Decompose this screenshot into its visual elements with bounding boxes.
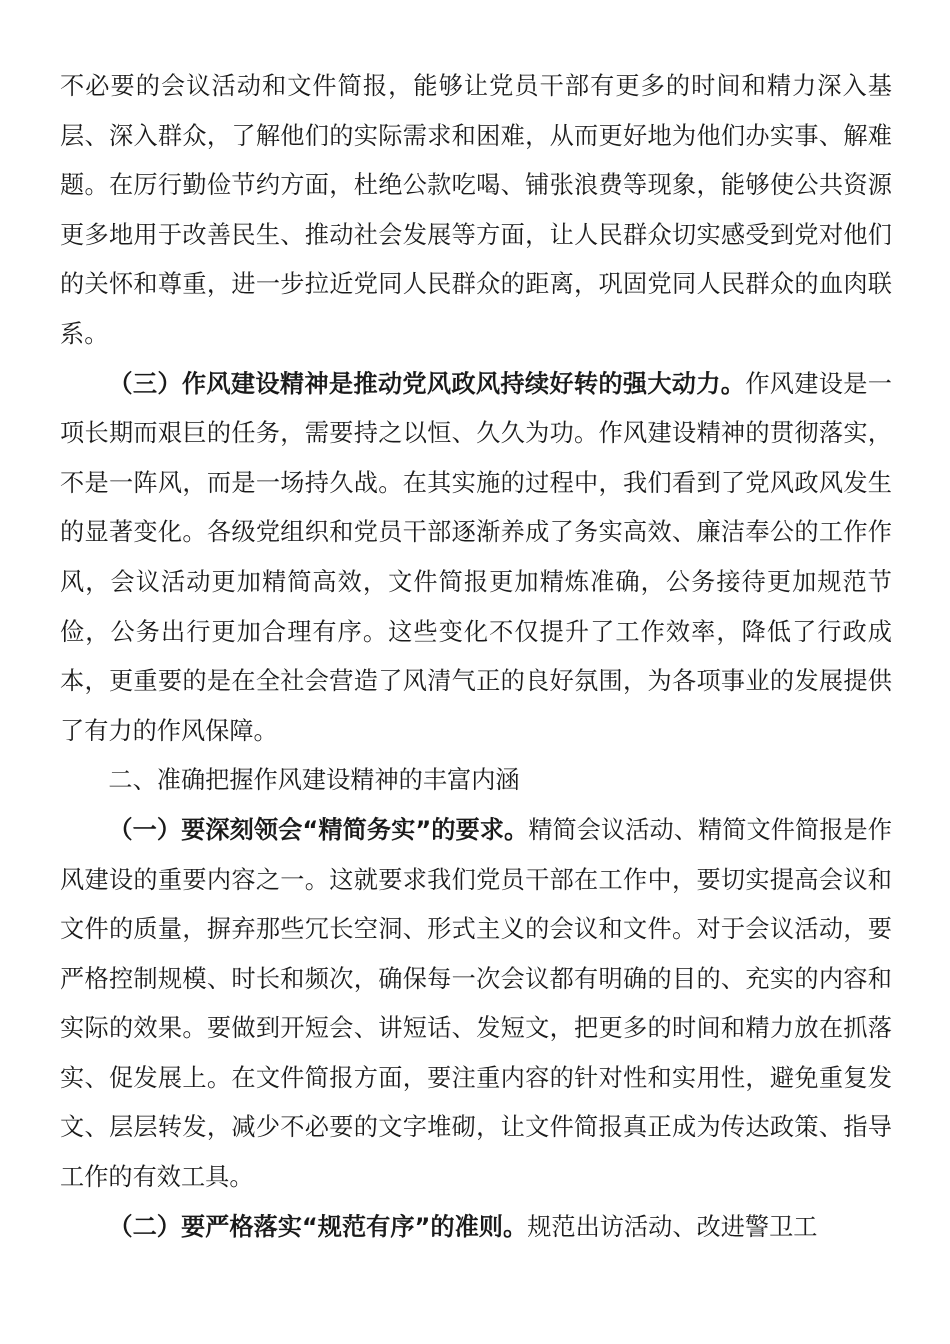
paragraph-continuation (60, 62, 892, 360)
section-title: 二、准确把握作风建设精神的丰富内涵 (108, 766, 520, 795)
paragraph-text: 精简会议活动、精简文件简报是作风建设的重要内容之一。这就要求我们党员干部在工作中，要切实提高会议和文件的质量，摒弃那些冗长空洞、形式主义的会议和文件。对于会议活动，要严格控制规模、时长和频次，确保每一次会议都有明确的目的、充实的内容和实际的效果。要做到开短会、讲短话、发短文，把更多的时间和精力放在抓落实、促发展上。在文件简报方面，要注重内容的针对性和实用性，避免重复发文、层层转发，减少不必要的文字堆砌，让文件简报真正成为传达政策、指导工作的有效工具。 (60, 815, 892, 1192)
paragraph-1 (60, 806, 892, 1203)
paragraph-text: 不必要的会议活动和文件简报，能够让党员干部有更多的时间和精力深入基层、深入群众，了解他们的实际需求和困难，从而更好地为他们办实事、解难题。在厉行勤俭节约方面，杜绝公款吃喝、铺张浪费等现象，能够使公共资源更多地用于改善民生、推动社会发展等方面，让人民群众切实感受到党对他们的关怀和尊重，进一步拉近党同人民群众的距离，巩固党同人民群众的血肉联系。 (60, 72, 892, 348)
paragraph-heading: （一）要深刻领会“精简务实”的要求。 (108, 815, 529, 844)
paragraph-heading: （三）作风建设精神是推动党风政风持续好转的强大动力。 (108, 369, 746, 398)
paragraph-text: 规范出访活动、改进警卫工 (527, 1212, 818, 1241)
document-page (60, 62, 892, 1252)
paragraph-heading: （二）要严格落实“规范有序”的准则。 (108, 1212, 528, 1241)
paragraph-2 (60, 1203, 892, 1253)
paragraph-text: 作风建设是一项长期而艰巨的任务，需要持之以恒、久久为功。作风建设精神的贯彻落实，不是一阵风，而是一场持久战。在其实施的过程中，我们看到了党风政风发生的显著变化。各级党组织和党员干部逐渐养成了务实高效、廉洁奉公的工作作风，会议活动更加精简高效，文件简报更加精炼准确，公务接待更加规范节俭，公务出行更加合理有序。这些变化不仅提升了工作效率，降低了行政成本，更重要的是在全社会营造了风清气正的良好氛围，为各项事业的发展提供了有力的作风保障。 (60, 369, 892, 745)
paragraph-3 (60, 360, 892, 757)
